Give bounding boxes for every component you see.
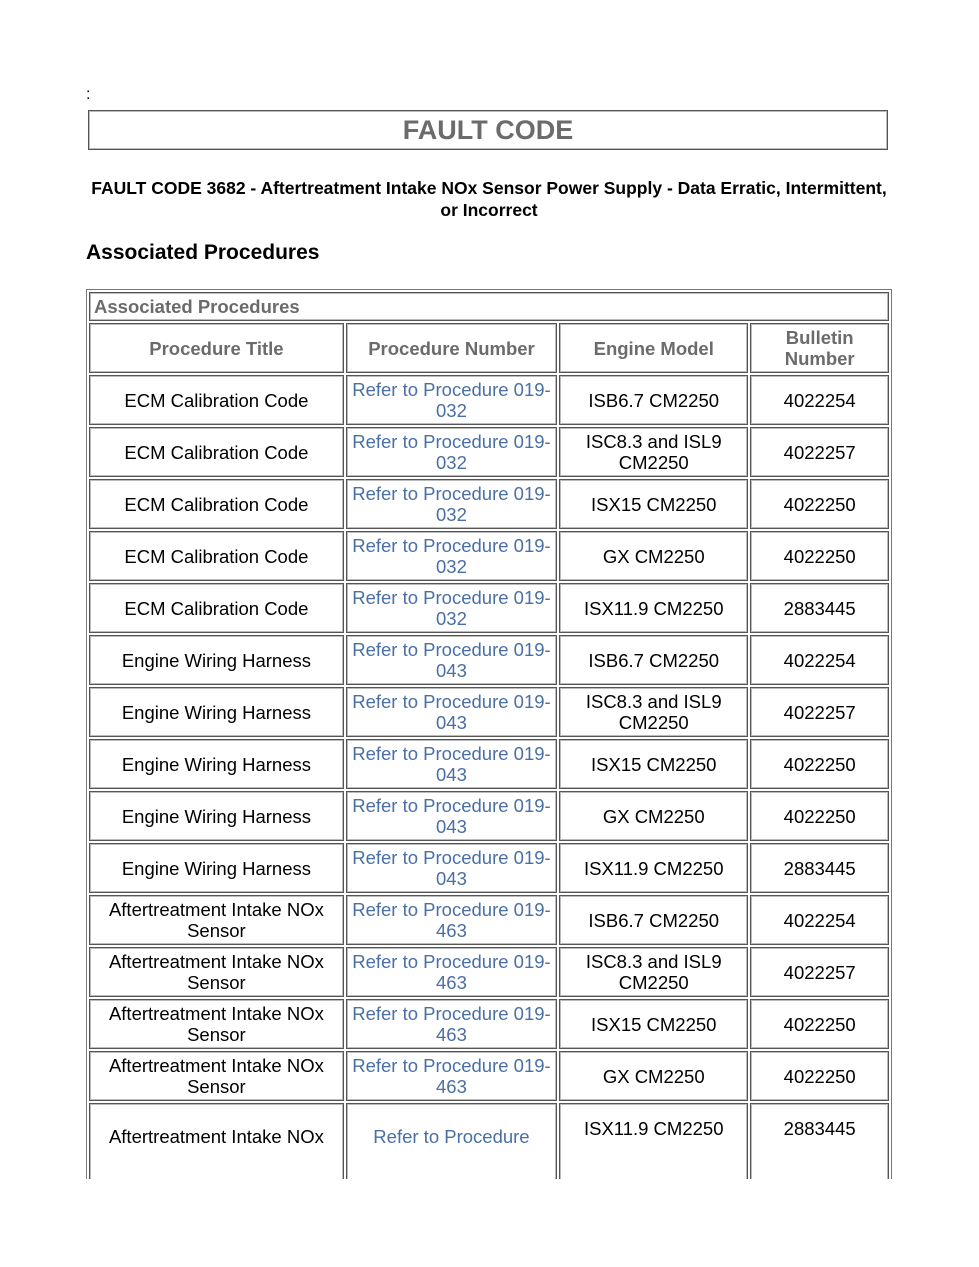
table-caption-row bbox=[89, 292, 889, 321]
procedures-table bbox=[86, 289, 892, 1179]
cell-bulletin-number-text: 4022257 bbox=[783, 441, 856, 463]
cell-bulletin-number-text: 4022250 bbox=[783, 753, 856, 775]
cell-bulletin-number bbox=[750, 531, 889, 581]
cell-engine-model-text: ISX15 CM2250 bbox=[591, 493, 717, 515]
header-procedure-title: Procedure Title bbox=[89, 323, 344, 373]
cell-procedure-title-text: ECM Calibration Code bbox=[124, 597, 309, 619]
table-row-partial bbox=[89, 1103, 889, 1179]
cell-procedure-title-text: ECM Calibration Code bbox=[124, 493, 309, 515]
cell-procedure-link[interactable] bbox=[346, 479, 557, 529]
table-row bbox=[89, 687, 889, 737]
cell-procedure-title bbox=[89, 1051, 344, 1101]
cell-procedure-link-text[interactable]: Refer to Procedure 019-032 bbox=[352, 379, 551, 421]
table-row bbox=[89, 479, 889, 529]
cell-procedure-title bbox=[89, 687, 344, 737]
cell-procedure-title-text: Aftertreatment Intake NOx bbox=[108, 1126, 324, 1147]
cell-engine-model-text: ISX11.9 CM2250 bbox=[583, 597, 724, 619]
table-row bbox=[89, 739, 889, 789]
cell-engine-model bbox=[559, 947, 748, 997]
cell-bulletin-number-text: 4022250 bbox=[783, 545, 856, 567]
cell-procedure-title bbox=[89, 895, 344, 945]
cell-procedure-link[interactable] bbox=[346, 999, 557, 1049]
cell-procedure-title-text: Engine Wiring Harness bbox=[121, 753, 312, 775]
cell-procedure-title-text: Engine Wiring Harness bbox=[121, 805, 312, 827]
cell-engine-model-text: ISC8.3 and ISL9 CM2250 bbox=[585, 691, 722, 733]
cell-procedure-link-text[interactable]: Refer to Procedure 019-043 bbox=[352, 691, 551, 733]
cell-procedure-link-text[interactable]: Refer to Procedure 019-032 bbox=[352, 535, 551, 577]
fault-code-title: FAULT CODE 3682 - Aftertreatment Intake NOx Sensor Power Supply - Data Erratic, Intermittent, or Incorrect bbox=[91, 178, 887, 220]
cell-bulletin-number bbox=[750, 791, 889, 841]
cell-engine-model-text: ISX11.9 CM2250 bbox=[583, 1118, 724, 1139]
table-row bbox=[89, 947, 889, 997]
cell-bulletin-number bbox=[750, 739, 889, 789]
cell-engine-model bbox=[559, 635, 748, 685]
cell-bulletin-number-text: 2883445 bbox=[783, 597, 856, 619]
cell-procedure-title-text: Aftertreatment Intake NOx Sensor bbox=[108, 899, 324, 941]
cell-engine-model bbox=[559, 1103, 748, 1179]
cell-procedure-link[interactable] bbox=[346, 1051, 557, 1101]
cell-bulletin-number bbox=[750, 947, 889, 997]
cell-bulletin-number bbox=[750, 583, 889, 633]
cell-procedure-title bbox=[89, 479, 344, 529]
cell-engine-model bbox=[559, 895, 748, 945]
cell-engine-model bbox=[559, 791, 748, 841]
table-caption: Associated Procedures bbox=[89, 292, 889, 321]
cell-bulletin-number bbox=[750, 687, 889, 737]
cell-engine-model-text: GX CM2250 bbox=[602, 545, 705, 567]
cell-procedure-title bbox=[89, 427, 344, 477]
cell-engine-model-text: ISC8.3 and ISL9 CM2250 bbox=[585, 951, 722, 993]
cell-procedure-link[interactable] bbox=[346, 375, 557, 425]
cell-engine-model bbox=[559, 999, 748, 1049]
cell-procedure-title-text: Aftertreatment Intake NOx Sensor bbox=[108, 951, 324, 993]
cell-engine-model bbox=[559, 531, 748, 581]
cell-procedure-link-text[interactable]: Refer to Procedure 019-463 bbox=[352, 951, 551, 993]
cell-procedure-title bbox=[89, 739, 344, 789]
cell-bulletin-number bbox=[750, 843, 889, 893]
cell-procedure-title bbox=[89, 999, 344, 1049]
cell-procedure-title bbox=[89, 531, 344, 581]
cell-procedure-link-text[interactable]: Refer to Procedure bbox=[373, 1126, 530, 1147]
cell-procedure-title-text: Engine Wiring Harness bbox=[121, 857, 312, 879]
cell-procedure-link[interactable] bbox=[346, 635, 557, 685]
cell-procedure-link-text[interactable]: Refer to Procedure 019-463 bbox=[352, 1003, 551, 1045]
cell-engine-model bbox=[559, 583, 748, 633]
cell-procedure-title bbox=[89, 375, 344, 425]
cell-engine-model-text: GX CM2250 bbox=[602, 805, 705, 827]
cell-engine-model bbox=[559, 375, 748, 425]
cell-procedure-link[interactable] bbox=[346, 427, 557, 477]
cell-engine-model-text: ISX15 CM2250 bbox=[591, 753, 717, 775]
table-row bbox=[89, 1051, 889, 1101]
cell-bulletin-number bbox=[750, 635, 889, 685]
cell-procedure-link[interactable] bbox=[346, 739, 557, 789]
cell-bulletin-number-text: 4022257 bbox=[783, 961, 856, 983]
cell-bulletin-number bbox=[750, 375, 889, 425]
cell-bulletin-number-text: 4022254 bbox=[783, 649, 856, 671]
cell-procedure-link[interactable] bbox=[346, 1103, 557, 1179]
table-row bbox=[89, 635, 889, 685]
table-row bbox=[89, 791, 889, 841]
cell-engine-model-text: ISB6.7 CM2250 bbox=[588, 649, 720, 671]
cell-bulletin-number bbox=[750, 895, 889, 945]
cell-procedure-title-text: ECM Calibration Code bbox=[124, 545, 309, 567]
header-bulletin-number: Bulletin Number bbox=[750, 323, 889, 373]
cell-procedure-link-text[interactable]: Refer to Procedure 019-032 bbox=[352, 483, 551, 525]
cell-engine-model-text: GX CM2250 bbox=[602, 1065, 705, 1087]
cell-bulletin-number bbox=[750, 427, 889, 477]
cell-procedure-link[interactable] bbox=[346, 583, 557, 633]
cell-bulletin-number-text: 4022254 bbox=[783, 909, 856, 931]
cell-bulletin-number-text: 4022250 bbox=[783, 493, 856, 515]
cell-engine-model bbox=[559, 1051, 748, 1101]
table-row bbox=[89, 999, 889, 1049]
cell-procedure-link-text[interactable]: Refer to Procedure 019-043 bbox=[352, 795, 551, 837]
cell-procedure-link[interactable] bbox=[346, 843, 557, 893]
cell-procedure-title-text: Aftertreatment Intake NOx Sensor bbox=[108, 1003, 324, 1045]
cell-engine-model-text: ISC8.3 and ISL9 CM2250 bbox=[585, 431, 722, 473]
table-row bbox=[89, 531, 889, 581]
cell-bulletin-number-text: 4022250 bbox=[783, 1013, 856, 1035]
cell-bulletin-number bbox=[750, 479, 889, 529]
table-row bbox=[89, 583, 889, 633]
cell-procedure-link[interactable] bbox=[346, 531, 557, 581]
cell-bulletin-number-text: 2883445 bbox=[783, 1118, 856, 1139]
cell-procedure-link-text[interactable]: Refer to Procedure 019-043 bbox=[352, 639, 551, 681]
procedures-table-container bbox=[86, 289, 892, 1179]
cell-procedure-link-text[interactable]: Refer to Procedure 019-043 bbox=[352, 743, 551, 785]
cell-procedure-link-text[interactable]: Refer to Procedure 019-032 bbox=[352, 587, 551, 629]
cell-procedure-title bbox=[89, 583, 344, 633]
cell-engine-model-text: ISX11.9 CM2250 bbox=[583, 857, 724, 879]
cell-bulletin-number-text: 4022257 bbox=[783, 701, 856, 723]
cell-procedure-title bbox=[89, 843, 344, 893]
cell-procedure-title-text: Engine Wiring Harness bbox=[121, 701, 312, 723]
cell-procedure-title-text: ECM Calibration Code bbox=[124, 389, 309, 411]
cell-bulletin-number-text: 2883445 bbox=[783, 857, 856, 879]
cell-procedure-link[interactable] bbox=[346, 687, 557, 737]
cell-engine-model bbox=[559, 427, 748, 477]
table-row bbox=[89, 375, 889, 425]
cell-procedure-title bbox=[89, 1103, 344, 1179]
cell-procedure-link-text[interactable]: Refer to Procedure 019-463 bbox=[352, 899, 551, 941]
cell-engine-model bbox=[559, 687, 748, 737]
cell-bulletin-number bbox=[750, 1051, 889, 1101]
cell-bulletin-number-text: 4022254 bbox=[783, 389, 856, 411]
cell-bulletin-number bbox=[750, 999, 889, 1049]
cell-bulletin-number-text: 4022250 bbox=[783, 805, 856, 827]
cell-procedure-link[interactable] bbox=[346, 791, 557, 841]
table-header-row bbox=[89, 323, 889, 373]
cell-procedure-title-text: ECM Calibration Code bbox=[124, 441, 309, 463]
cell-bulletin-number bbox=[750, 1103, 889, 1179]
fault-code-banner: FAULT CODE bbox=[88, 110, 888, 150]
section-heading: Associated Procedures bbox=[86, 241, 320, 264]
header-engine-model: Engine Model bbox=[559, 323, 748, 373]
cell-engine-model-text: ISX15 CM2250 bbox=[591, 1013, 717, 1035]
header-procedure-number: Procedure Number bbox=[346, 323, 557, 373]
cell-procedure-title bbox=[89, 947, 344, 997]
cell-engine-model bbox=[559, 479, 748, 529]
cell-bulletin-number-text: 4022250 bbox=[783, 1065, 856, 1087]
cell-procedure-title-text: Aftertreatment Intake NOx Sensor bbox=[108, 1055, 324, 1097]
cell-procedure-link-text[interactable]: Refer to Procedure 019-043 bbox=[352, 847, 551, 889]
cell-procedure-title bbox=[89, 791, 344, 841]
cell-procedure-link[interactable] bbox=[346, 947, 557, 997]
cell-procedure-title-text: Engine Wiring Harness bbox=[121, 649, 312, 671]
cell-procedure-link-text[interactable]: Refer to Procedure 019-032 bbox=[352, 431, 551, 473]
cell-engine-model bbox=[559, 739, 748, 789]
table-row bbox=[89, 895, 889, 945]
table-row bbox=[89, 843, 889, 893]
cell-engine-model bbox=[559, 843, 748, 893]
page-colon: : bbox=[86, 86, 91, 103]
cell-procedure-title bbox=[89, 635, 344, 685]
cell-engine-model-text: ISB6.7 CM2250 bbox=[588, 909, 720, 931]
cell-procedure-link[interactable] bbox=[346, 895, 557, 945]
cell-procedure-link-text[interactable]: Refer to Procedure 019-463 bbox=[352, 1055, 551, 1097]
table-row bbox=[89, 427, 889, 477]
cell-engine-model-text: ISB6.7 CM2250 bbox=[588, 389, 720, 411]
